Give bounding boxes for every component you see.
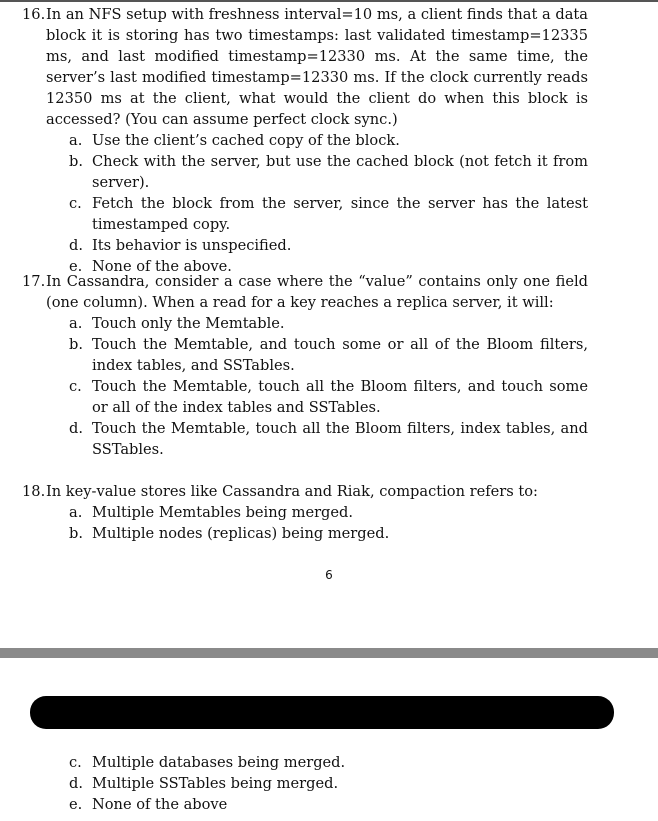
- question-16: [22, 4, 588, 277]
- option-text: None of the above.: [92, 258, 232, 275]
- option-d: [69, 235, 588, 256]
- option-list: [69, 130, 588, 277]
- option-text: Touch the Memtable, touch all the Bloom filters, and touch some or all of the index tables and SSTables.: [92, 378, 588, 416]
- option-a: [69, 502, 588, 523]
- question-17: [22, 271, 588, 460]
- option-letter: b.: [69, 525, 83, 542]
- option-c: [69, 193, 588, 235]
- page-number: 6: [325, 568, 333, 582]
- option-list: [69, 502, 588, 544]
- option-d: [69, 418, 588, 460]
- question-text: In an NFS setup with freshness interval=10 ms, a client finds that a data block it is storing has two timestamps: last validated timestamp=12335 ms, and last modified timestamp=12330 ms. At the same time, the server’s last modified timestamp=12330 ms. If the clock currently reads 12350 ms at the client, what would the client do when this block is accessed? (You can assume perfect clock sync.): [46, 6, 588, 128]
- option-a: [69, 313, 588, 334]
- question-text: In key-value stores like Cassandra and Riak, compaction refers to:: [46, 483, 538, 500]
- option-e: [69, 794, 345, 815]
- option-letter: d.: [69, 420, 83, 437]
- option-list: [69, 313, 588, 460]
- option-text: Multiple databases being merged.: [92, 754, 346, 771]
- option-d: [69, 773, 345, 794]
- option-letter: c.: [69, 195, 82, 212]
- option-letter: a.: [69, 504, 83, 521]
- question-number: 16.: [22, 6, 46, 23]
- option-text: Check with the server, but use the cached block (not fetch it from server).: [92, 153, 588, 191]
- option-b: [69, 523, 588, 544]
- option-letter: a.: [69, 315, 83, 332]
- option-b: [69, 334, 588, 376]
- option-text: Fetch the block from the server, since the server has the latest timestamped copy.: [92, 195, 588, 233]
- option-letter: d.: [69, 237, 83, 254]
- option-letter: e.: [69, 258, 83, 275]
- continued-option-list: [69, 752, 345, 815]
- option-a: [69, 130, 588, 151]
- redaction-bar: [30, 696, 614, 729]
- option-letter: d.: [69, 775, 83, 792]
- option-text: Use the client’s cached copy of the block.: [92, 132, 400, 149]
- option-text: Multiple Memtables being merged.: [92, 504, 354, 521]
- page-separator: [0, 648, 658, 658]
- option-c: [69, 752, 345, 773]
- option-text: Multiple SSTables being merged.: [92, 775, 339, 792]
- option-text: Touch the Memtable, touch all the Bloom filters, index tables, and SSTables.: [92, 420, 588, 458]
- option-letter: b.: [69, 336, 83, 353]
- option-letter: c.: [69, 754, 82, 771]
- option-c: [69, 376, 588, 418]
- question-number: 18.: [22, 483, 46, 500]
- option-text: Touch only the Memtable.: [92, 315, 285, 332]
- question-18: [22, 481, 588, 544]
- option-letter: e.: [69, 796, 83, 813]
- option-letter: a.: [69, 132, 83, 149]
- option-text: None of the above: [92, 796, 228, 813]
- option-letter: b.: [69, 153, 83, 170]
- question-number: 17.: [22, 273, 46, 290]
- option-text: Multiple nodes (replicas) being merged.: [92, 525, 390, 542]
- option-letter: c.: [69, 378, 82, 395]
- option-b: [69, 151, 588, 193]
- option-text: Touch the Memtable, and touch some or all of the Bloom filters, index tables, and SSTables.: [92, 336, 588, 374]
- option-text: Its behavior is unspecified.: [92, 237, 292, 254]
- question-text: In Cassandra, consider a case where the “value” contains only one field (one column). When a read for a key reaches a replica server, it will:: [46, 273, 588, 311]
